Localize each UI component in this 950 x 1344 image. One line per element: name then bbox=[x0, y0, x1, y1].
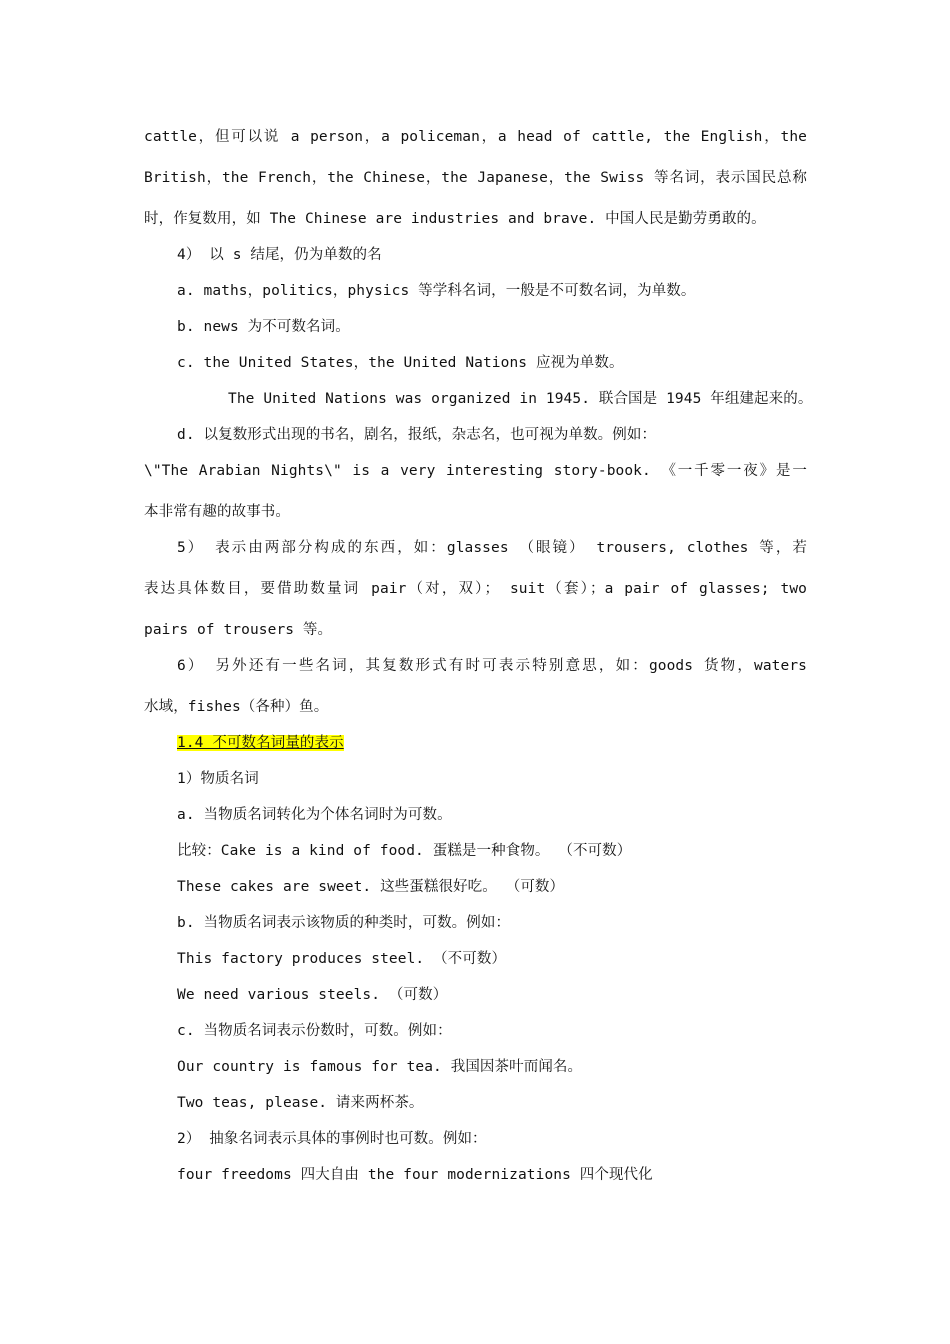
subsection-heading: 2） 抽象名词表示具体的事例时也可数。例如： bbox=[177, 1131, 487, 1147]
list-item: a. maths，politics，physics 等学科名词，一般是不可数名词，为单数。 bbox=[177, 283, 696, 299]
paragraph-line: 水域，fishes（各种）鱼。 bbox=[144, 699, 329, 715]
paragraph-line: 表达具体数目，要借助数量词 pair（对，双）； suit（套）；a pair of glasses; two bbox=[144, 581, 807, 597]
example-sentence: We need various steels. （可数） bbox=[177, 987, 448, 1003]
list-item-heading: 4） 以 s 结尾，仍为单数的名 bbox=[177, 247, 382, 263]
section-heading-text: 1.4 不可数名词量的表示 bbox=[177, 735, 344, 751]
paragraph-line: British，the French，the Chinese，the Japanese，the Swiss 等名词，表示国民总称 bbox=[144, 170, 807, 186]
list-item: b. news 为不可数名词。 bbox=[177, 319, 350, 335]
example-sentence: Two teas, please. 请来两杯茶。 bbox=[177, 1095, 424, 1111]
list-item-heading: 6） 另外还有一些名词，其复数形式有时可表示特别意思，如：goods 货物，waters bbox=[177, 658, 807, 674]
list-item: d. 以复数形式出现的书名，剧名，报纸，杂志名，也可视为单数。例如： bbox=[177, 427, 657, 443]
list-item: b. 当物质名词表示该物质的种类时，可数。例如： bbox=[177, 915, 511, 931]
example-sentence: four freedoms 四大自由 the four modernizations 四个现代化 bbox=[177, 1167, 653, 1183]
example-sentence: 本非常有趣的故事书。 bbox=[144, 504, 290, 520]
list-item-heading: 5） 表示由两部分构成的东西，如：glasses （眼镜） trousers, clothes 等，若 bbox=[177, 540, 807, 556]
list-item: c. the United States，the United Nations 应视为单数。 bbox=[177, 355, 624, 371]
example-sentence: \"The Arabian Nights\" is a very interesting story-book. 《一千零一夜》是一 bbox=[144, 463, 807, 479]
example-sentence: This factory produces steel. （不可数） bbox=[177, 951, 507, 967]
example-sentence: Our country is famous for tea. 我国因茶叶而闻名。 bbox=[177, 1059, 583, 1075]
example-sentence: These cakes are sweet. 这些蛋糕很好吃。 （可数） bbox=[177, 879, 565, 895]
section-heading bbox=[177, 733, 344, 753]
subsection-heading: 1）物质名词 bbox=[177, 771, 259, 787]
paragraph-line: cattle，但可以说 a person，a policeman，a head of cattle, the English，the bbox=[144, 129, 807, 145]
paragraph-line: 时，作复数用，如 The Chinese are industries and brave. 中国人民是勤劳勇敢的。 bbox=[144, 211, 766, 227]
list-item: a. 当物质名词转化为个体名词时为可数。 bbox=[177, 807, 452, 823]
example-sentence: 比较：Cake is a kind of food. 蛋糕是一种食物。 （不可数） bbox=[177, 843, 632, 859]
list-item: c. 当物质名词表示份数时，可数。例如： bbox=[177, 1023, 452, 1039]
example-sentence: The United Nations was organized in 1945. 联合国是 1945 年组建起来的。 bbox=[228, 391, 813, 407]
paragraph-line: pairs of trousers 等。 bbox=[144, 622, 333, 638]
